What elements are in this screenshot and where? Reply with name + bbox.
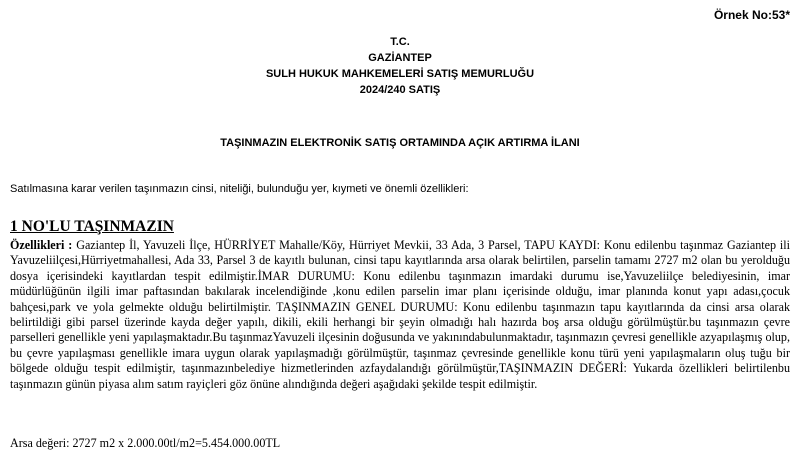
document-header bbox=[0, 34, 800, 98]
property-heading: 1 NO'LU TAŞINMAZIN bbox=[10, 218, 174, 235]
announcement-title: TAŞINMAZIN ELEKTRONİK SATIŞ ORTAMINDA AÇIK ARTIRMA İLANI bbox=[220, 137, 580, 149]
header-line-office: SULH HUKUK MAHKEMELERİ SATIŞ MEMURLUĞU bbox=[265, 68, 535, 80]
intro-text: Satılmasına karar verilen taşınmazın cinsi, niteliği, bulunduğu yer, kıymeti ve önemli özellikleri: bbox=[10, 183, 469, 195]
header-line-file-no: 2024/240 SATIŞ bbox=[359, 84, 441, 96]
sample-number: Örnek No:53* bbox=[713, 8, 790, 22]
features-text: Gaziantep İl, Yavuzeli İlçe, HÜRRİYET Mahalle/Köy, Hürriyet Mevkii, 33 Ada, 3 Parsel, TAPU KAYDI: Konu edilenbu taşınmaz Gaziantep ili Yavuzeliilçesi,Hürriyetmahallesi, Ada 33, Parsel 3 de kayıtlı bulunan, cinsi tapu kayıtlarında arsa olarak belirtilen, parselin tamamı 2727 m2 olan bu yerolduğu dosya içerisindeki kayıtlardan tespit edilmiştir.İMAR DURUMU: Konu edilenbu taşınmazın imardaki durumu ise,Yavuzeliilçe belediyesinin, imar müdürlüğünün ilgili imar paftasından bakılarak incelendiğinde ,konu edilen parselin imar planı içerisinde olduğu, imar planında konut yapı adası,çocuk bahçesi,park ve yola gelmekte olduğu belirtilmiştir. TAŞINMAZIN GENEL DURUMU: Konu edilenbu taşınmazın tapu kayıtlarında da cinsi arsa olarak belirtildiği gibi parsel üzerinde kayda değer yapılı, dikili, ekili herhangi bir şeyin olmadığı halı hazırda boş arsa olduğu görülmüştür.bu taşınmazın çevre parselleri genellikle yeni yapılaşmaktadır.Bu taşınmazYavuzeli ilçesinin doğusunda ve yakınındabulunmaktadır, taşınmazın çevresi genellikle azyapılaşmış olup, bu çevre yapılaşması genellikle imara uygun olarak yapılaşmadığı görülmüştür, taşınmaz çevresinde genellikle konu türü yeni yapılaşmaların oluş tuğu bir bölgede olduğu tespit edilmiştir, taşınmazınbelediye hizmetlerinden azfaydalandığı görülmüştür,TAŞINMAZIN DEĞERİ: Yukarda özellikleri belirtilenbu taşınmazın günün piyasa alım satım rayiçleri göz önüne alındığında değeri aşağıdaki şekilde tespit edilmiştir. bbox=[10, 238, 790, 391]
property-description bbox=[10, 238, 790, 392]
header-line-city: GAZİANTEP bbox=[368, 52, 432, 64]
header-line-tc: T.C. bbox=[390, 36, 410, 48]
features-label: Özellikleri : bbox=[10, 238, 73, 252]
property-price: Arsa değeri: 2727 m2 x 2.000.00tl/m2=5.454.000.00TL bbox=[10, 436, 281, 450]
